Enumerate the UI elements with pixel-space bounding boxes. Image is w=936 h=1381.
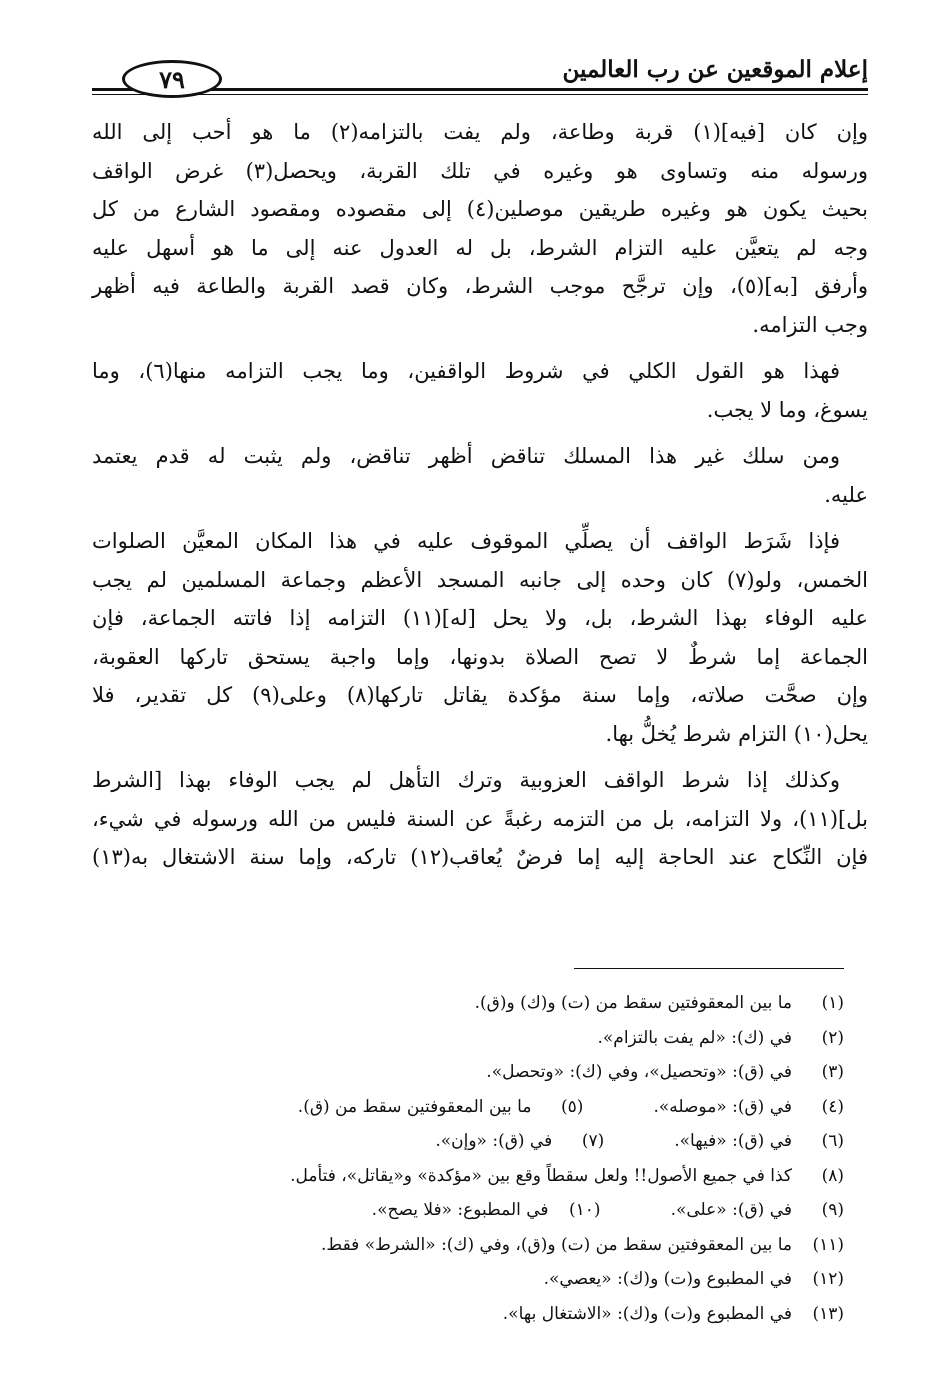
footnote-text: في (ق): «موصله». bbox=[653, 1096, 792, 1117]
footnote-number: (٩) bbox=[821, 1200, 844, 1220]
text-line: وإن صحَّت صلاته، وإما سنة مؤكدة يقاتل تاركها(٨) وعلى(٩) كل تقدير، فلا bbox=[92, 683, 868, 707]
footnote-9-10 bbox=[150, 1193, 844, 1228]
footnote-text: ما بين المعقوفتين سقط من (ق). bbox=[297, 1096, 532, 1117]
text-line: عليه الوفاء بهذا الشرط، بل، ولا يحل [له](١١) التزامه إذا فاتته الجماعة، فإن bbox=[92, 606, 868, 630]
footnote-number: (٦) bbox=[821, 1131, 844, 1151]
footnote-text: في (ق): «وإن». bbox=[435, 1131, 553, 1151]
footnote-12 bbox=[150, 1262, 844, 1297]
text-line: فهذا هو القول الكلي في شروط الواقفين، وما يجب التزامه منها(٦)، وما bbox=[92, 359, 840, 383]
header-rule-thin bbox=[92, 94, 868, 95]
footnote-number: (١) bbox=[821, 993, 844, 1013]
footnote-text: في المطبوع: «فلا يصح». bbox=[371, 1200, 549, 1220]
paragraph-1 bbox=[92, 113, 868, 344]
footnote-number: (٣) bbox=[821, 1062, 844, 1082]
footnote-text: في (ق): «وتحصيل»، وفي (ك): «وتحصل». bbox=[486, 1062, 792, 1082]
footnote-number: (١٢) bbox=[812, 1269, 844, 1289]
text-line: فإن النِّكاح عند الحاجة إليه إما فرضٌ يُعاقب(١٢) تاركه، وإما سنة الاشتغال به(١٣) bbox=[92, 845, 868, 869]
footnote-number: (١٠) bbox=[569, 1200, 601, 1220]
text-line: فإذا شَرَط الواقف أن يصلِّي الموقوف عليه في هذا المكان المعيَّن الصلوات bbox=[92, 529, 840, 553]
paragraph-4 bbox=[92, 522, 868, 753]
footnote-text: ما بين المعقوفتين سقط من (ت) و(ق)، وفي (ك): «الشرط» فقط. bbox=[321, 1234, 792, 1255]
text-line: الجماعة إما شرطٌ لا تصح الصلاة بدونها، وإما واجبة يستحق تاركها العقوبة، bbox=[92, 644, 868, 669]
footnote-number: (٢) bbox=[821, 1027, 844, 1048]
footnote-number: (٤) bbox=[821, 1096, 844, 1117]
paragraph-3 bbox=[92, 437, 868, 514]
text-line: ورسوله منه وتساوى هو وغيره في تلك القربة، ويحصل(٣) غرض الواقف bbox=[92, 158, 868, 183]
footnote-text: ما بين المعقوفتين سقط من (ت) و(ك) و(ق). bbox=[474, 993, 792, 1013]
text-line: بل](١١)، ولا التزامه، بل من التزمه رغبةً عن السنة فليس من الله ورسوله في شيء، bbox=[92, 806, 868, 831]
footnote-number: (١١) bbox=[812, 1234, 844, 1255]
running-title: إعلام الموقعين عن رب العالمين bbox=[562, 56, 868, 83]
footnote-1 bbox=[150, 986, 844, 1021]
text-line: وأرفق [به](٥)، وإن ترجَّح موجب الشرط، وكان قصد القربة والطاعة فيه أظهر bbox=[92, 274, 868, 298]
footnote-number: (٧) bbox=[581, 1131, 605, 1151]
text-line: وجب التزامه. bbox=[752, 312, 868, 337]
footnote-number: (٥) bbox=[561, 1096, 584, 1117]
footnote-text: في المطبوع و(ت) و(ك): «الاشتغال بها». bbox=[502, 1303, 792, 1324]
text-line: الخمس، ولو(٧) كان وحده إلى جانبه المسجد الأعظم وجماعة المسلمين لم يجب bbox=[92, 567, 868, 592]
paragraph-5 bbox=[92, 761, 868, 877]
text-line: يحل(١٠) التزام شرط يُخلُّ بها. bbox=[605, 721, 868, 746]
footnote-number: (١٣) bbox=[812, 1303, 844, 1324]
footnote-13 bbox=[150, 1297, 844, 1332]
footnote-6-7 bbox=[150, 1124, 844, 1159]
footnotes bbox=[150, 986, 844, 1331]
footnote-11 bbox=[150, 1228, 844, 1263]
footnote-text: في (ق): «على». bbox=[670, 1200, 792, 1220]
footnote-4-5 bbox=[150, 1090, 844, 1125]
footnote-8 bbox=[150, 1159, 844, 1194]
paragraph-2 bbox=[92, 352, 868, 429]
footnote-text: في (ق): «فيها». bbox=[674, 1131, 792, 1151]
footnote-text: كذا في جميع الأصول!! ولعل سقطاً وقع بين «مؤكدة» و«يقاتل»، فتأمل. bbox=[290, 1165, 792, 1186]
footnote-3 bbox=[150, 1055, 844, 1090]
footnote-2 bbox=[150, 1021, 844, 1056]
text-line: عليه. bbox=[824, 482, 868, 507]
footnote-number: (٨) bbox=[821, 1165, 844, 1186]
text-line: يسوغ، وما لا يجب. bbox=[706, 397, 868, 422]
footnote-separator bbox=[574, 968, 844, 969]
footnote-text: في المطبوع و(ت) و(ك): «يعصي». bbox=[543, 1269, 792, 1289]
text-line: وجه لم يتعيَّن عليه التزام الشرط، بل له العدول عنه إلى ما هو أسهل عليه bbox=[92, 235, 868, 260]
footnote-text: في (ك): «لم يفت بالتزام». bbox=[597, 1027, 792, 1048]
page-number: ٧٩ bbox=[122, 60, 222, 98]
page-header bbox=[92, 40, 868, 100]
text-line: بحيث يكون هو وغيره طريقين موصلين(٤) إلى مقصوده ومقصود الشارع من كل bbox=[92, 197, 868, 221]
text-line: وكذلك إذا شرط الواقف العزوبية وترك التأهل لم يجب الوفاء بهذا [الشرط bbox=[92, 768, 840, 792]
main-text bbox=[92, 113, 868, 885]
text-line: وإن كان [فيه](١) قربة وطاعة، ولم يفت بالتزامه(٢) ما هو أحب إلى الله bbox=[92, 120, 869, 144]
text-line: ومن سلك غير هذا المسلك تناقض أظهر تناقض، ولم يثبت له قدم يعتمد bbox=[92, 444, 840, 468]
